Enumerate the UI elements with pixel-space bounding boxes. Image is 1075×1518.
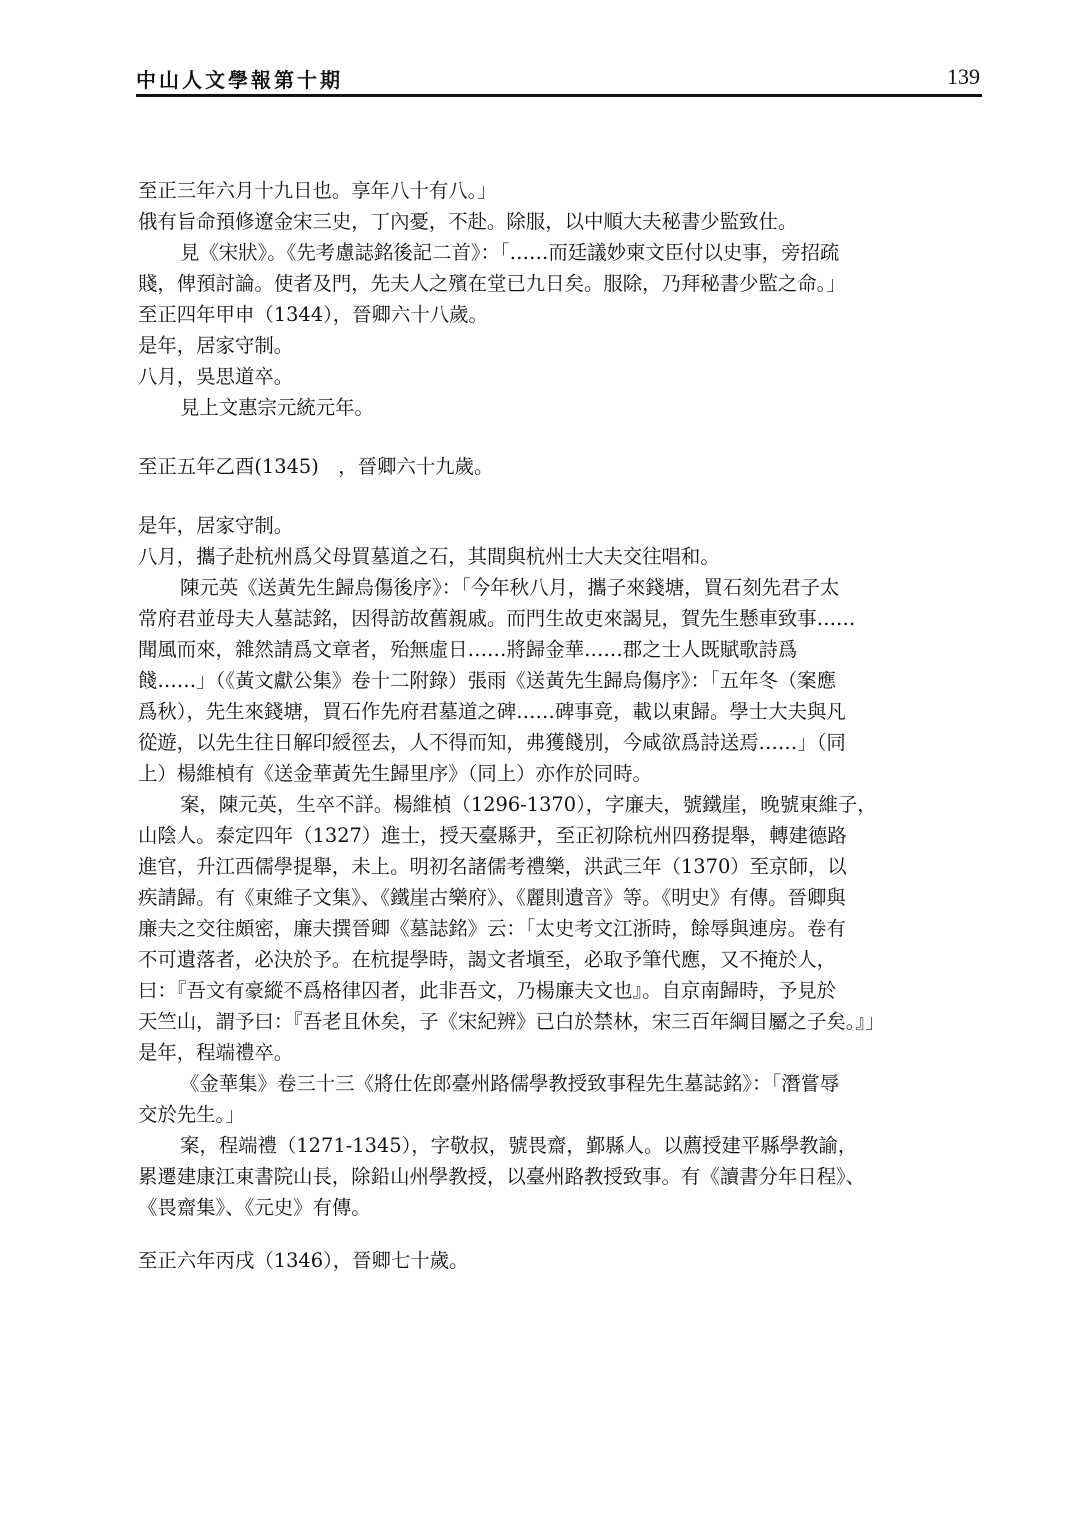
text-line: 爲秋），先生來錢塘，買石作先府君墓道之碑……碑事竟，載以東歸。學士大夫與凡: [138, 700, 846, 723]
text-line: 至正三年六月十九日也。享年八十有八。」: [138, 179, 497, 202]
text-line: 是年，居家守制。: [138, 334, 294, 357]
text-line: 從遊，以先生往日解印綬徑去，人不得而知，弗獲餞別，今咸欲爲詩送焉……」（同: [138, 731, 846, 754]
text-line: 俄有旨命預修遼金宋三史，丁內憂，不赴。除服，以中順大夫秘書少監致仕。: [138, 210, 798, 233]
text-line: 餞……」（《黃文獻公集》卷十二附錄）張雨《送黃先生歸烏傷序》：「五年冬（案應: [138, 669, 837, 692]
text-line: 上）楊維楨有《送金華黃先生歸里序》（同上）亦作於同時。: [138, 762, 652, 785]
text-line: 八月，吳思道卒。: [138, 365, 294, 388]
text-line: 天竺山，謂予曰：『吾老且休矣，子《宋紀辨》已白於禁林，宋三百年綱目屬之子矣。』」: [138, 1010, 885, 1033]
year-heading: 至正六年丙戌（1346），晉卿七十歲。: [138, 1249, 469, 1272]
body-text: [138, 175, 980, 1276]
text-line: 廉夫之交往頗密，廉夫撰晉卿《墓誌銘》云：「太史考文江浙時，餘辱與連房。卷有: [138, 917, 846, 940]
text-line: 是年，程端禮卒。: [138, 1041, 294, 1064]
text-line: 疾請歸。有《東維子文集》、《鐵崖古樂府》、《麗則遺音》等。《明史》有傳。晉卿與: [138, 886, 846, 909]
text-line: 見上文惠宗元統元年。: [180, 396, 374, 419]
text-line: 進官，升江西儒學提舉，未上。明初名諸儒考禮樂，洪武三年（1370）至京師，以: [138, 855, 847, 878]
journal-title: 中山人文學報第十期: [136, 68, 343, 92]
text-line: 不可遺落者，必決於予。在杭提學時，謁文者塡至，必取予筆代應，又不掩於人，: [138, 948, 837, 971]
text-line: 山陰人。泰定四年（1327）進士，授天臺縣尹，至正初除杭州四務提舉，轉建德路: [138, 824, 847, 847]
text-line: 曰：『吾文有豪縱不爲格律囚者，此非吾文，乃楊廉夫文也』。自京南歸時，予見於: [138, 979, 837, 1002]
year-heading: 至正四年甲申（1344），晉卿六十八歲。: [138, 303, 488, 326]
text-line: 是年，居家守制。: [138, 514, 294, 537]
text-line: 聞風而來，雜然請爲文章者，殆無虛日……將歸金華……郡之士人既賦歌詩爲: [138, 638, 798, 661]
text-line: 見《宋狀》。《先考慮誌銘後記二首》：「……而廷議妙柬文臣付以史事，旁招疏: [180, 241, 840, 264]
text-line: 《畏齋集》、《元史》有傳。: [138, 1196, 371, 1219]
text-line: 陳元英《送黃先生歸烏傷後序》：「今年秋八月，攜子來錢塘，買石刻先君子太: [180, 576, 840, 599]
text-line: 案，陳元英，生卒不詳。楊維楨（1296-1370），字廉夫，號鐵崖，晚號東維子，: [180, 793, 877, 816]
page-number: 139: [947, 64, 980, 89]
text-line: 《金華集》卷三十三《將仕佐郎臺州路儒學教授致事程先生墓誌銘》：「潛嘗辱: [180, 1072, 840, 1095]
text-line: 案，程端禮（1271-1345），字敬叔，號畏齋，鄞縣人。以薦授建平縣學教諭，: [180, 1134, 858, 1157]
text-line: 八月，攜子赴杭州爲父母買墓道之石，其間與杭州士大夫交往唱和。: [138, 545, 720, 568]
running-header: [136, 58, 982, 97]
text-line: 常府君並母夫人墓誌銘，因得訪故舊親戚。而門生故吏來謁見，賀先生懸車致事……: [138, 607, 856, 630]
text-line: 累遷建康江東書院山長，除鉛山州學教授，以臺州路教授致事。有《讀書分年日程》、: [138, 1165, 866, 1188]
text-line: 賤，俾預討論。使者及門，先夫人之殯在堂已九日矣。服除，乃拜秘書少監之命。」: [138, 272, 846, 295]
text-line: 交於先生。」: [138, 1103, 245, 1126]
year-heading: 至正五年乙酉(1345) ，晉卿六十九歲。: [138, 455, 494, 478]
